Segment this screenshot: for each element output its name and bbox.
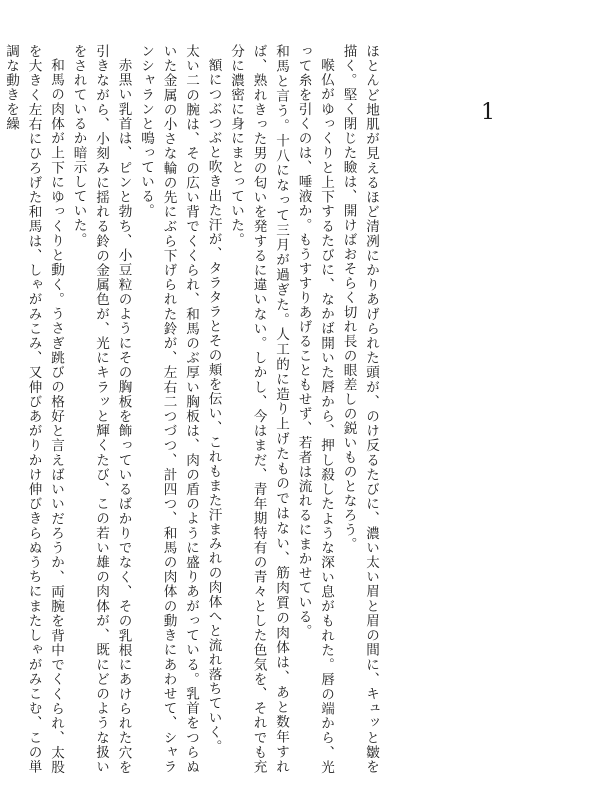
- vertical-body-text: [0, 44, 382, 774]
- paragraph-2: 喉仏がゆっくりと上下するたびに、なかば開いた唇から、押し殺したような深い息がもれた。唇の端から、光って糸を引くのは、唾液か。もうすすりあげることもせず、若者は流れるにまかせている。: [295, 44, 334, 774]
- paragraph-7: 和馬の肉体が上下にゆっくりと動く。うさぎ跳びの格好と言えばいいだろうか、両腕を背中でくくられ、太股を大きく左右にひろげた和馬は、しゃがみこみ、又伸びあがりかけ伸びきらぬうちにまたしゃがみこむ、この単調な動きを繰: [3, 44, 64, 774]
- paragraph-3: 和馬と言う。十八になって三月が過ぎた。人工的に造り上げたものではない、筋肉質の肉体は、あと数年すれば、熟れきった男の匂いを発するに違いない。しかし、今はまだ、青年期特有の青々とした色気を、それでも充分に濃密に身にまとっていた。: [228, 44, 289, 774]
- paragraph-5: 太い二の腕は、その広い背でくくられ、和馬のぶ厚い胸板は、肉の盾のように盛りあがっている。乳首をつらぬいた金属の小さな輪の先にぶら下げられた鈴が、左右二つづつ、計四つ、和馬の肉体の動きにあわせて、シャランシャランと鳴っている。: [138, 44, 199, 774]
- paragraph-6: 赤黒い乳首は、ピンと勃ち、小豆粒のようにその胸板を飾っているばかりでなく、その乳根にあけられた穴を引きながら、小刻みに揺れる鈴の金属色が、光にキラッと輝くたび、この若い雄の肉体が、既にどのような扱いをされているか暗示していた。: [70, 44, 132, 774]
- paragraph-4: 額につぶつぶと吹き出た汗が、タラタラとその頬を伝い、これもまた汗まみれの肉体へと流れ落ちていく。: [205, 57, 222, 754]
- paragraph-1: ほとんど地肌が見えるほど清冽にかりあげられた頭が、のけ反るたびに、濃い太い眉と眉の間に、キュッと皺を描く。堅く閉じた瞼は、開けばおそらく切れ長の眼差しの鋭いものとなろう。: [340, 44, 379, 774]
- page-number: 1: [481, 100, 495, 125]
